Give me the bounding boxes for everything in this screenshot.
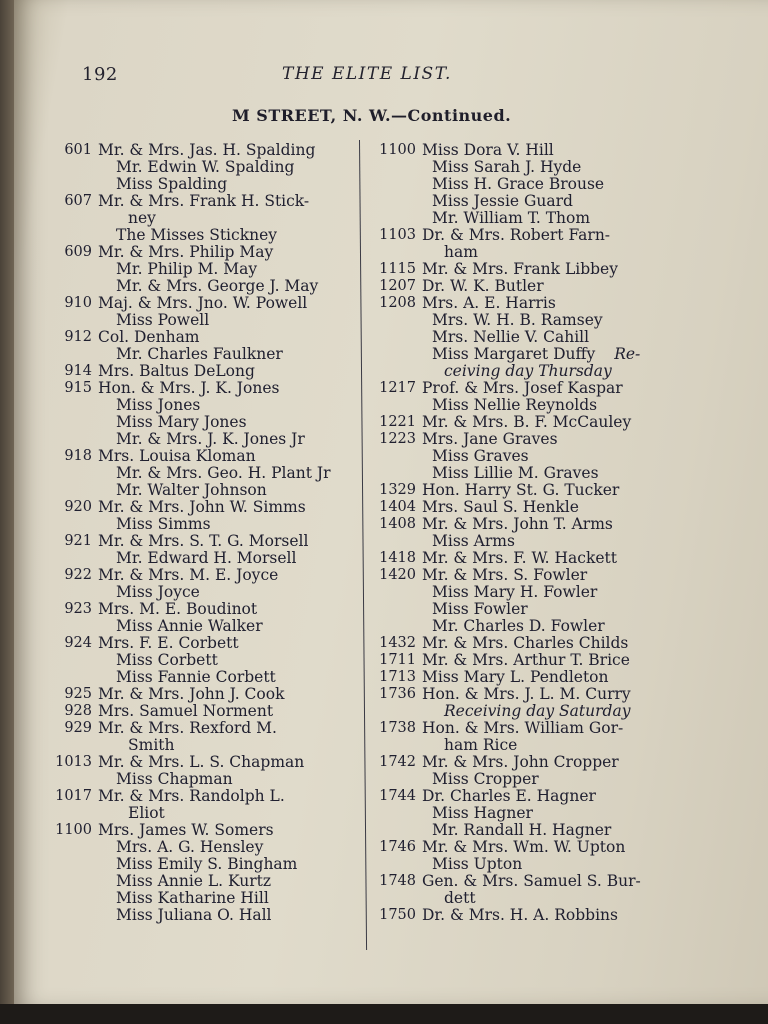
directory-entry <box>44 363 362 380</box>
house-number: 1750 <box>379 907 416 923</box>
resident-name: Miss Arms <box>432 532 515 550</box>
resident-name: Miss Jones <box>116 396 201 414</box>
house-number: 929 <box>64 720 92 736</box>
resident-name: Mrs. Louisa Kloman <box>98 447 256 465</box>
resident-name: Smith <box>128 736 175 754</box>
resident-name: Dr. & Mrs. Robert Farn- <box>422 226 611 244</box>
resident-name: Miss Juliana O. Hall <box>116 906 272 924</box>
resident-name: Miss Margaret Duffy Re- <box>432 345 641 363</box>
house-number: 910 <box>64 295 92 311</box>
directory-entry <box>44 890 362 907</box>
resident-name: Col. Denham <box>98 328 200 346</box>
house-number: 918 <box>64 448 92 464</box>
directory-entry <box>352 295 682 312</box>
directory-entry <box>44 618 362 635</box>
house-number: 1744 <box>379 788 416 804</box>
resident-name: Mr. & Mrs. Jas. H. Spalding <box>98 141 316 159</box>
resident-name: Mrs. Jane Graves <box>422 430 558 448</box>
directory-entry <box>44 822 362 839</box>
page-number: 192 <box>82 64 118 85</box>
directory-entry <box>352 312 682 329</box>
directory-entry <box>352 890 682 907</box>
house-number: 1017 <box>55 788 92 804</box>
house-number: 1746 <box>379 839 416 855</box>
resident-name: Mr. & Mrs. John J. Cook <box>98 685 285 703</box>
directory-entry <box>44 873 362 890</box>
directory-entry <box>44 261 362 278</box>
directory-entry <box>44 414 362 431</box>
page-header <box>82 64 472 94</box>
resident-name: Receiving day Saturday <box>444 702 631 720</box>
house-number: 1100 <box>55 822 92 838</box>
directory-entry <box>44 754 362 771</box>
directory-entry <box>44 584 362 601</box>
directory-entry <box>352 720 682 737</box>
house-number: 922 <box>64 567 92 583</box>
resident-name: Mr. & Mrs. Rexford M. <box>98 719 277 737</box>
resident-name: Eliot <box>128 804 165 822</box>
resident-name: Mr. & Mrs. John W. Simms <box>98 498 306 516</box>
directory-entry <box>352 567 682 584</box>
house-number: 1103 <box>379 227 416 243</box>
resident-name: Mr. & Mrs. Philip May <box>98 243 274 261</box>
directory-entry <box>352 176 682 193</box>
left-column <box>44 142 362 924</box>
directory-entry <box>44 839 362 856</box>
directory-entry <box>352 618 682 635</box>
house-number: 924 <box>64 635 92 651</box>
house-number: 1711 <box>379 652 416 668</box>
directory-entry <box>352 278 682 295</box>
directory-entry <box>352 839 682 856</box>
resident-name: Miss Annie Walker <box>116 617 263 635</box>
directory-entry <box>44 380 362 397</box>
house-number: 1738 <box>379 720 416 736</box>
resident-name: Miss Simms <box>116 515 211 533</box>
directory-entry <box>352 244 682 261</box>
resident-name: Mr. & Mrs. F. W. Hackett <box>422 549 617 567</box>
section-title: M STREET, N. W.—Continued. <box>232 106 512 125</box>
directory-entry <box>352 635 682 652</box>
resident-name: Miss H. Grace Brouse <box>432 175 605 193</box>
directory-entry <box>352 210 682 227</box>
resident-name: Miss Hagner <box>432 804 533 822</box>
directory-entry <box>44 737 362 754</box>
resident-name: Dr. W. K. Butler <box>422 277 544 295</box>
house-number: 1736 <box>379 686 416 702</box>
resident-name: Mr. Charles D. Fowler <box>432 617 605 635</box>
house-number: 1208 <box>379 295 416 311</box>
directory-entry <box>352 737 682 754</box>
directory-entry <box>44 176 362 193</box>
directory-entry <box>44 244 362 261</box>
resident-name: Hon. & Mrs. William Gor- <box>422 719 624 737</box>
directory-entry <box>352 346 682 363</box>
right-column <box>352 142 682 924</box>
directory-entry <box>44 856 362 873</box>
resident-name: Mr. Edward H. Morsell <box>116 549 297 567</box>
page-bottom-edge <box>0 1004 768 1024</box>
house-number: 1420 <box>379 567 416 583</box>
directory-entry <box>352 788 682 805</box>
directory-entry <box>44 652 362 669</box>
directory-entry <box>352 414 682 431</box>
house-number: 920 <box>64 499 92 515</box>
resident-name: Dr. & Mrs. H. A. Robbins <box>422 906 618 924</box>
directory-entry <box>44 431 362 448</box>
house-number: 923 <box>64 601 92 617</box>
house-number: 1742 <box>379 754 416 770</box>
directory-entry <box>44 329 362 346</box>
directory-entry <box>352 363 682 380</box>
resident-name: Mr. & Mrs. Frank Libbey <box>422 260 618 278</box>
house-number: 1100 <box>379 142 416 158</box>
directory-entry <box>44 482 362 499</box>
receiving-day-note: Re- <box>609 345 641 363</box>
resident-name: ham Rice <box>444 736 518 754</box>
directory-entry <box>352 550 682 567</box>
directory-entry <box>352 193 682 210</box>
directory-entry <box>44 533 362 550</box>
resident-name: Miss Mary H. Fowler <box>432 583 598 601</box>
directory-entry <box>44 720 362 737</box>
resident-name: Mr. & Mrs. B. F. McCauley <box>422 413 632 431</box>
resident-name: Mr. & Mrs. Frank H. Stick- <box>98 192 310 210</box>
house-number: 914 <box>64 363 92 379</box>
directory-entry <box>44 550 362 567</box>
directory-entry <box>352 431 682 448</box>
resident-name: Miss Spalding <box>116 175 228 193</box>
resident-name: Mrs. A. E. Harris <box>422 294 556 312</box>
directory-entry <box>44 142 362 159</box>
house-number: 601 <box>64 142 92 158</box>
resident-name: Miss Emily S. Bingham <box>116 855 298 873</box>
house-number: 607 <box>64 193 92 209</box>
resident-name: Mrs. Baltus DeLong <box>98 362 255 380</box>
directory-entry <box>44 312 362 329</box>
house-number: 912 <box>64 329 92 345</box>
resident-name: ceiving day Thursday <box>444 362 612 380</box>
resident-name: Mrs. James W. Somers <box>98 821 274 839</box>
directory-entry <box>352 380 682 397</box>
house-number: 1408 <box>379 516 416 532</box>
resident-name: Miss Mary L. Pendleton <box>422 668 609 686</box>
house-number: 1223 <box>379 431 416 447</box>
directory-entry <box>44 686 362 703</box>
resident-name: Mr. Philip M. May <box>116 260 258 278</box>
resident-name: Miss Graves <box>432 447 529 465</box>
directory-entry <box>352 499 682 516</box>
resident-name: Mr. & Mrs. J. K. Jones Jr <box>116 430 305 448</box>
house-number: 1329 <box>379 482 416 498</box>
directory-entry <box>44 159 362 176</box>
directory-entry <box>352 261 682 278</box>
resident-name: Miss Upton <box>432 855 523 873</box>
directory-entry <box>44 788 362 805</box>
directory-entry <box>352 465 682 482</box>
resident-name: Mr. & Mrs. Randolph L. <box>98 787 285 805</box>
directory-entry <box>44 448 362 465</box>
resident-name: Mr. & Mrs. S. T. G. Morsell <box>98 532 309 550</box>
resident-name: Miss Joyce <box>116 583 200 601</box>
resident-name: Mrs. Saul S. Henkle <box>422 498 579 516</box>
directory-entry <box>44 805 362 822</box>
house-number: 925 <box>64 686 92 702</box>
directory-entry <box>44 346 362 363</box>
directory-entry <box>352 822 682 839</box>
house-number: 1748 <box>379 873 416 889</box>
directory-entry <box>44 295 362 312</box>
directory-entry <box>44 907 362 924</box>
resident-name: Mr. & Mrs. John Cropper <box>422 753 619 771</box>
resident-name: Mrs. A. G. Hensley <box>116 838 264 856</box>
resident-name: Mr. & Mrs. M. E. Joyce <box>98 566 279 584</box>
directory-entry <box>352 448 682 465</box>
resident-name: Mrs. F. E. Corbett <box>98 634 239 652</box>
resident-name: Miss Dora V. Hill <box>422 141 554 159</box>
resident-name: Miss Lillie M. Graves <box>432 464 599 482</box>
resident-name: Mr. & Mrs. Arthur T. Brice <box>422 651 630 669</box>
resident-name: Mr. Edwin W. Spalding <box>116 158 295 176</box>
directory-entry <box>352 652 682 669</box>
directory-entry <box>352 669 682 686</box>
house-number: 1221 <box>379 414 416 430</box>
running-title: THE ELITE LIST. <box>282 64 452 84</box>
directory-entry <box>352 142 682 159</box>
resident-name: Mrs. Samuel Norment <box>98 702 274 720</box>
directory-entry <box>44 499 362 516</box>
resident-name: ney <box>128 209 156 227</box>
resident-name: Mr. Randall H. Hagner <box>432 821 612 839</box>
resident-name: Mr. & Mrs. John T. Arms <box>422 515 613 533</box>
house-number: 609 <box>64 244 92 260</box>
resident-name: Hon. Harry St. G. Tucker <box>422 481 620 499</box>
directory-entry <box>44 193 362 210</box>
resident-name: Mr. & Mrs. George J. May <box>116 277 319 295</box>
directory-entry <box>352 516 682 533</box>
house-number: 928 <box>64 703 92 719</box>
directory-entry <box>352 227 682 244</box>
book-page <box>14 0 768 1004</box>
directory-entry <box>352 482 682 499</box>
resident-name: Mrs. Nellie V. Cahill <box>432 328 590 346</box>
resident-name: Mr. & Mrs. Wm. W. Upton <box>422 838 626 856</box>
house-number: 1713 <box>379 669 416 685</box>
resident-name: ham <box>444 243 478 261</box>
resident-name: Miss Annie L. Kurtz <box>116 872 272 890</box>
house-number: 1013 <box>55 754 92 770</box>
directory-entry <box>352 397 682 414</box>
resident-name: Hon. & Mrs. J. L. M. Curry <box>422 685 631 703</box>
directory-entry <box>352 584 682 601</box>
resident-name: Miss Mary Jones <box>116 413 247 431</box>
directory-entry <box>44 397 362 414</box>
directory-entry <box>352 703 682 720</box>
resident-name: The Misses Stickney <box>116 226 278 244</box>
directory-entry <box>44 278 362 295</box>
directory-entry <box>352 533 682 550</box>
directory-entry <box>44 771 362 788</box>
directory-entry <box>352 686 682 703</box>
directory-entry <box>44 516 362 533</box>
directory-entry <box>44 703 362 720</box>
resident-name: Mr. & Mrs. L. S. Chapman <box>98 753 305 771</box>
resident-name: Miss Fowler <box>432 600 528 618</box>
resident-name: Miss Katharine Hill <box>116 889 269 907</box>
resident-name: Miss Cropper <box>432 770 539 788</box>
resident-name: Miss Corbett <box>116 651 218 669</box>
resident-name: Mr. & Mrs. S. Fowler <box>422 566 588 584</box>
directory-entry <box>352 856 682 873</box>
resident-name: Mr. & Mrs. Charles Childs <box>422 634 629 652</box>
house-number: 1418 <box>379 550 416 566</box>
house-number: 915 <box>64 380 92 396</box>
house-number: 1432 <box>379 635 416 651</box>
house-number: 921 <box>64 533 92 549</box>
directory-entry <box>352 907 682 924</box>
house-number: 1115 <box>379 261 416 277</box>
directory-entry <box>44 635 362 652</box>
resident-name: Mr. & Mrs. Geo. H. Plant Jr <box>116 464 331 482</box>
resident-name: Hon. & Mrs. J. K. Jones <box>98 379 280 397</box>
resident-name: Miss Fannie Corbett <box>116 668 276 686</box>
directory-entry <box>352 754 682 771</box>
resident-name: Gen. & Mrs. Samuel S. Bur- <box>422 872 641 890</box>
directory-entry <box>352 771 682 788</box>
house-number: 1207 <box>379 278 416 294</box>
directory-entry <box>352 601 682 618</box>
resident-name: Miss Sarah J. Hyde <box>432 158 582 176</box>
directory-entry <box>352 329 682 346</box>
directory-entry <box>44 210 362 227</box>
directory-entry <box>352 805 682 822</box>
resident-name: Mr. William T. Thom <box>432 209 591 227</box>
resident-name: dett <box>444 889 476 907</box>
directory-entry <box>44 567 362 584</box>
resident-name: Miss Chapman <box>116 770 233 788</box>
house-number: 1217 <box>379 380 416 396</box>
resident-name: Maj. & Mrs. Jno. W. Powell <box>98 294 308 312</box>
resident-name: Dr. Charles E. Hagner <box>422 787 596 805</box>
resident-name: Mr. Charles Faulkner <box>116 345 283 363</box>
resident-name: Prof. & Mrs. Josef Kaspar <box>422 379 623 397</box>
directory-entry <box>352 873 682 890</box>
resident-name: Miss Jessie Guard <box>432 192 573 210</box>
directory-entry <box>44 601 362 618</box>
directory-entry <box>44 669 362 686</box>
resident-name: Mr. Walter Johnson <box>116 481 267 499</box>
directory-entry <box>352 159 682 176</box>
resident-name: Mrs. W. H. B. Ramsey <box>432 311 603 329</box>
house-number: 1404 <box>379 499 416 515</box>
directory-entry <box>44 227 362 244</box>
resident-name: Miss Powell <box>116 311 210 329</box>
directory-entry <box>44 465 362 482</box>
resident-name: Mrs. M. E. Boudinot <box>98 600 258 618</box>
resident-name: Miss Nellie Reynolds <box>432 396 598 414</box>
